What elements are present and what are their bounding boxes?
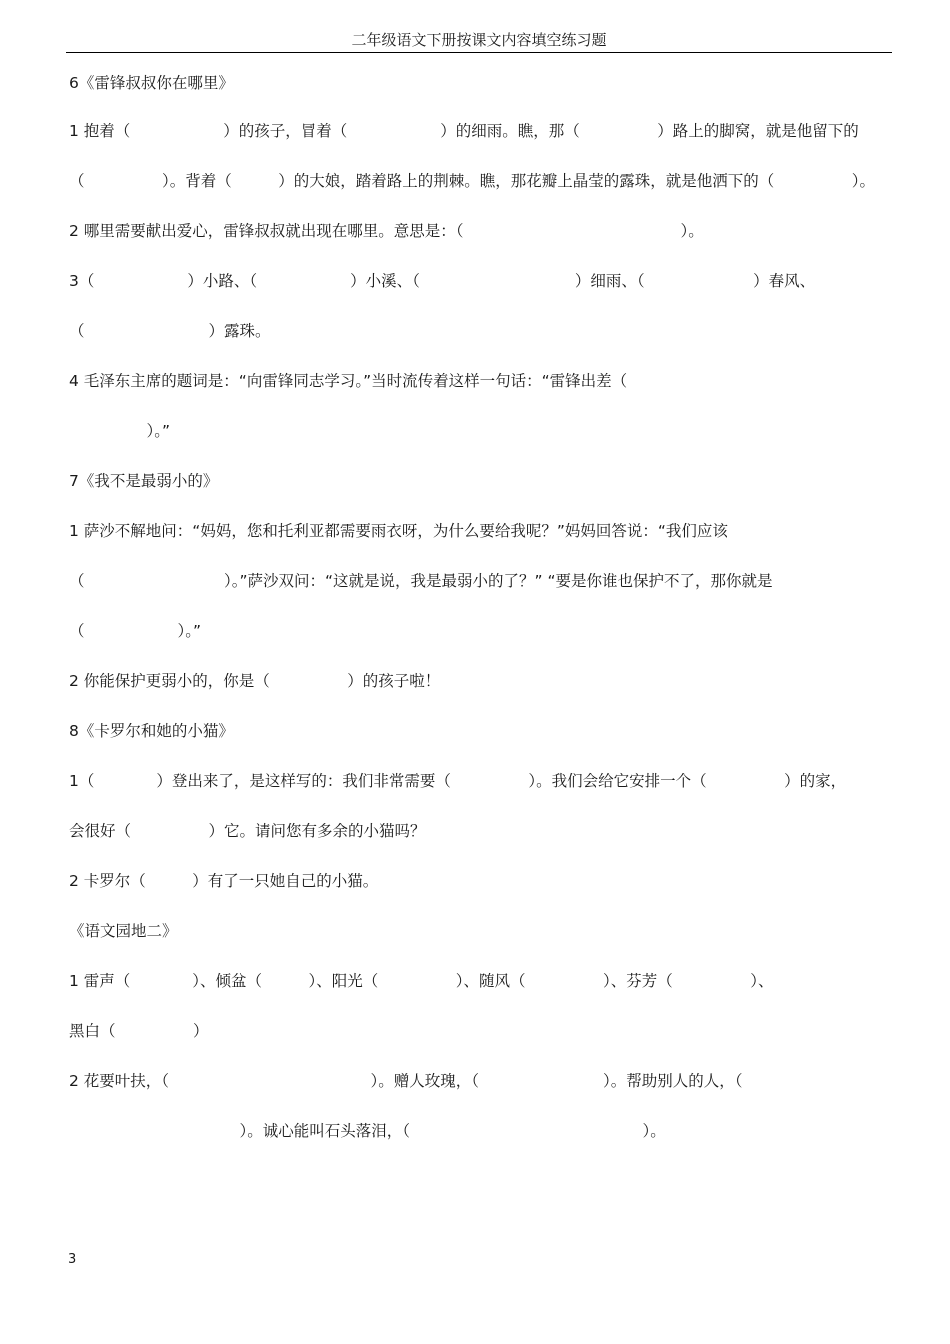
lesson-7-q1-line2: （ ）。”萨沙双问：“这就是说，我是最弱小的了？” “要是你谁也保护不了，那你就是 (69, 572, 773, 590)
lesson-6-q4-line2: ）。” (69, 422, 171, 440)
garden-2-q2-line2: ）。诚心能叫石头落泪，（ ）。 (69, 1122, 666, 1140)
lesson-6-q1-line2: （ ）。背着（ ）的大娘，踏着路上的荆棘。瞧，那花瓣上晶莹的露珠，就是他洒下的（ ）。 (69, 172, 876, 190)
lesson-6-q1-line1: 1 抱着（ ）的孩子，冒着（ ）的细雨。瞧，那（ ）路上的脚窝，就是他留下的 (69, 122, 859, 140)
lesson-8-q1-line1: 1（ ）登出来了，是这样写的：我们非常需要（ ）。我们会给它安排一个（ ）的家， (69, 772, 847, 790)
lesson-6-q3-line1: 3（ ）小路、（ ）小溪、（ ）细雨、（ ）春风、 (69, 272, 816, 290)
lesson-7-title: 7《我不是最弱小的》 (69, 472, 219, 490)
lesson-6-q4-line1: 4 毛泽东主席的题词是：“向雷锋同志学习。”当时流传着这样一句话：“雷锋出差（ (69, 372, 628, 390)
lesson-7-q2: 2 你能保护更弱小的，你是（ ）的孩子啦！ (69, 672, 441, 690)
garden-2-q2-line1: 2 花要叶扶，（ ）。赠人玫瑰，（ ）。帮助别人的人，（ (69, 1072, 743, 1090)
page-header-title: 二年级语文下册按课文内容填空练习题 (351, 31, 607, 49)
lesson-7-q1-line1: 1 萨沙不解地问：“妈妈，您和托利亚都需要雨衣呀，为什么要给我呢？”妈妈回答说：“我们应该 (69, 522, 728, 540)
lesson-6-q3-line2: （ ）露珠。 (69, 322, 271, 340)
garden-2-q1-line2: 黑白（ ） (69, 1022, 209, 1040)
lesson-8-q1-line2: 会很好（ ）它。请问您有多余的小猫吗？ (69, 822, 426, 840)
lesson-6-title: 6《雷锋叔叔你在哪里》 (69, 74, 234, 92)
lesson-8-title: 8《卡罗尔和她的小猫》 (69, 722, 234, 740)
page-number: 3 (68, 1252, 77, 1267)
lesson-6-q2: 2 哪里需要献出爱心，雷锋叔叔就出现在哪里。意思是：（ ）。 (69, 222, 704, 240)
lesson-7-q1-line3: （ ）。” (69, 622, 202, 640)
header-rule (66, 52, 892, 53)
garden-2-title: 《语文园地二》 (69, 922, 178, 940)
garden-2-q1-line1: 1 雷声（ ）、倾盆（ ）、阳光（ ）、随风（ ）、芬芳（ ）、 (69, 972, 774, 990)
lesson-8-q2: 2 卡罗尔（ ）有了一只她自己的小猫。 (69, 872, 379, 890)
